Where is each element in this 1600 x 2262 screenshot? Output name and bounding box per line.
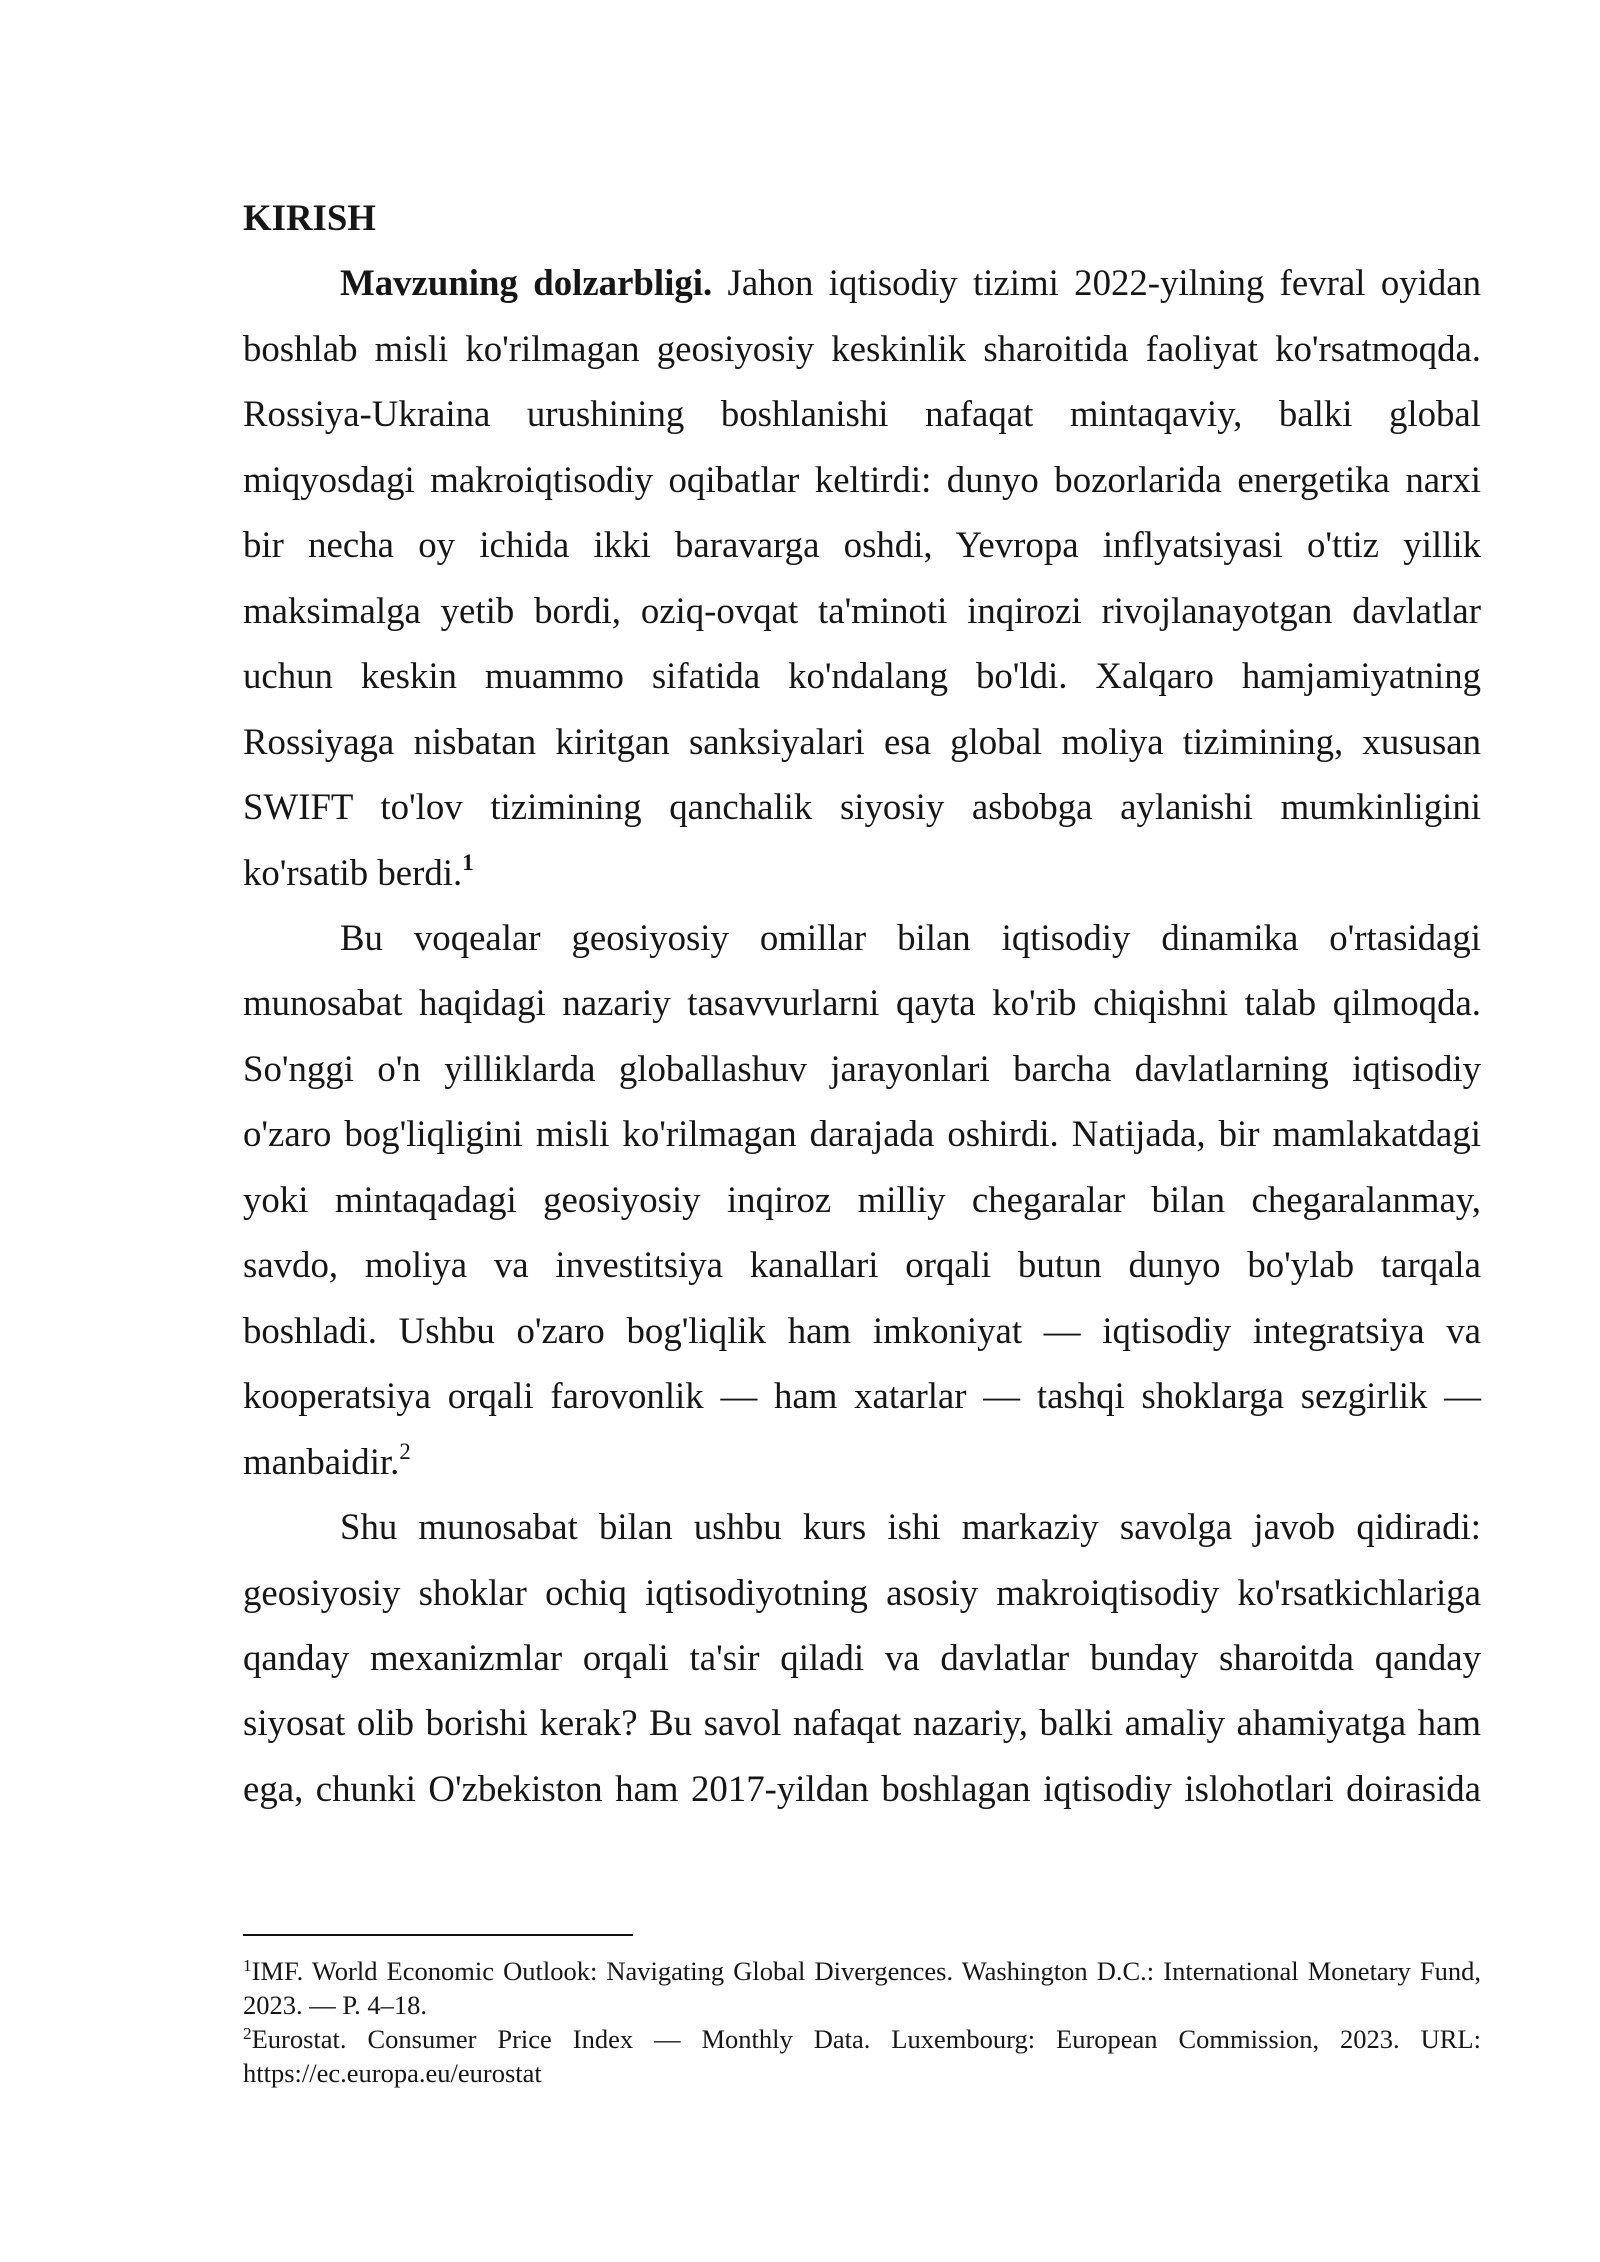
paragraph-line: miqyosdagi makroiqtisodiy oqibatlar keltirdi: dunyo bozorlarida energetika narxi: [243, 458, 1481, 500]
paragraph-line-text: Jahon iqtisodiy tizimi 2022-yilning fevral oyidan: [727, 262, 1481, 304]
footnote-separator: [243, 1934, 633, 1936]
footnotes: [243, 1954, 1481, 2090]
footnote-line: [243, 2022, 1481, 2056]
footnote-line: 2023. — P. 4–18.: [243, 1990, 428, 2020]
paragraph-line: munosabat haqidagi nazariy tasavvurlarni qayta ko'rib chiqishni talab qilmoqda.: [243, 982, 1481, 1024]
paragraph-line: bir necha oy ichida ikki baravarga oshdi, Yevropa inflyatsiyasi o'ttiz yillik: [243, 524, 1481, 566]
footnote: [243, 2022, 1481, 2090]
paragraph-line: boshladi. Ushbu o'zaro bog'liqlik ham imkoniyat — iqtisodiy integratsiya va: [243, 1309, 1481, 1351]
section-heading: KIRISH: [243, 197, 376, 238]
paragraph-line: kooperatsiya orqali farovonlik — ham xatarlar — tashqi shoklarga sezgirlik —: [243, 1375, 1481, 1417]
body-text: [243, 185, 1481, 1821]
paragraph-line: uchun keskin muammo sifatida ko'ndalang bo'ldi. Xalqaro hamjamiyatning: [243, 655, 1481, 697]
paragraph-line: Shu munosabat bilan ushbu kurs ishi markaziy savolga javob qidiradi:: [340, 1506, 1481, 1548]
paragraph-line: Rossiyaga nisbatan kiritgan sanksiyalari esa global moliya tizimining, xususan: [243, 720, 1481, 762]
paragraph: [243, 250, 1481, 905]
paragraph-line-text: manbaidir.: [243, 1440, 400, 1482]
footnote-line: [243, 1954, 1481, 1988]
footnote-url: https://ec.europa.eu/eurostat: [243, 2058, 542, 2088]
paragraph-line: yoki mintaqadagi geosiyosiy inqiroz milliy chegaralar bilan chegaralanmay,: [243, 1178, 1481, 1220]
paragraph-line: [243, 840, 1481, 905]
paragraph-lead: Mavzuning dolzarbligi.: [340, 262, 713, 304]
footnote: [243, 1954, 1481, 2022]
paragraph-line: geosiyosiy shoklar ochiq iqtisodiyotning asosiy makroiqtisodiy ko'rsatkichlariga: [243, 1571, 1481, 1613]
paragraph-line: Bu voqealar geosiyosiy omillar bilan iqtisodiy dinamika o'rtasidagi: [340, 916, 1481, 958]
paragraph-line: [243, 250, 1481, 315]
paragraph-line: [243, 1429, 1481, 1494]
paragraph: [243, 905, 1481, 1494]
paragraph-line: o'zaro bog'liqligini misli ko'rilmagan darajada oshirdi. Natijada, bir mamlakatdagi: [243, 1113, 1481, 1155]
paragraph-line: qanday mexanizmlar orqali ta'sir qiladi va davlatlar bunday sharoitda qanday: [243, 1636, 1481, 1678]
paragraph-line: ega, chunki O'zbekiston ham 2017-yildan boshlagan iqtisodiy islohotlari doirasida: [243, 1767, 1481, 1809]
paragraph: [243, 1494, 1481, 1821]
paragraph-line: So'nggi o'n yilliklarda globallashuv jarayonlari barcha davlatlarning iqtisodiy: [243, 1047, 1481, 1089]
footnote-number: 1: [243, 1955, 252, 1975]
footnote-text: Eurostat. Consumer Price Index — Monthly Data. Luxembourg: European Commission, 2023. URL:: [251, 2024, 1481, 2054]
footnote-text: IMF. World Economic Outlook: Navigating Global Divergences. Washington D.C.: International Monetary Fund,: [251, 1956, 1481, 1986]
footnote-number: 2: [243, 2023, 252, 2043]
footnote-reference: 1: [462, 850, 474, 876]
paragraph-line: boshlab misli ko'rilmagan geosiyosiy keskinlik sharoitida faoliyat ko'rsatmoqda.: [243, 327, 1481, 369]
footnote-reference: 2: [399, 1439, 411, 1465]
paragraph-line-text: ko'rsatib berdi.: [243, 851, 463, 893]
paragraph-line: Rossiya-Ukraina urushining boshlanishi nafaqat mintaqaviy, balki global: [243, 393, 1481, 435]
paragraph-line: savdo, moliya va investitsiya kanallari orqali butun dunyo bo'ylab tarqala: [243, 1244, 1481, 1286]
paragraph-line: SWIFT to'lov tizimining qanchalik siyosiy asbobga aylanishi mumkinligini: [243, 786, 1481, 828]
paragraph-line: siyosat olib borishi kerak? Bu savol nafaqat nazariy, balki amaliy ahamiyatga ham: [243, 1702, 1481, 1744]
paragraph-line: maksimalga yetib bordi, oziq-ovqat ta'minoti inqirozi rivojlanayotgan davlatlar: [243, 589, 1481, 631]
